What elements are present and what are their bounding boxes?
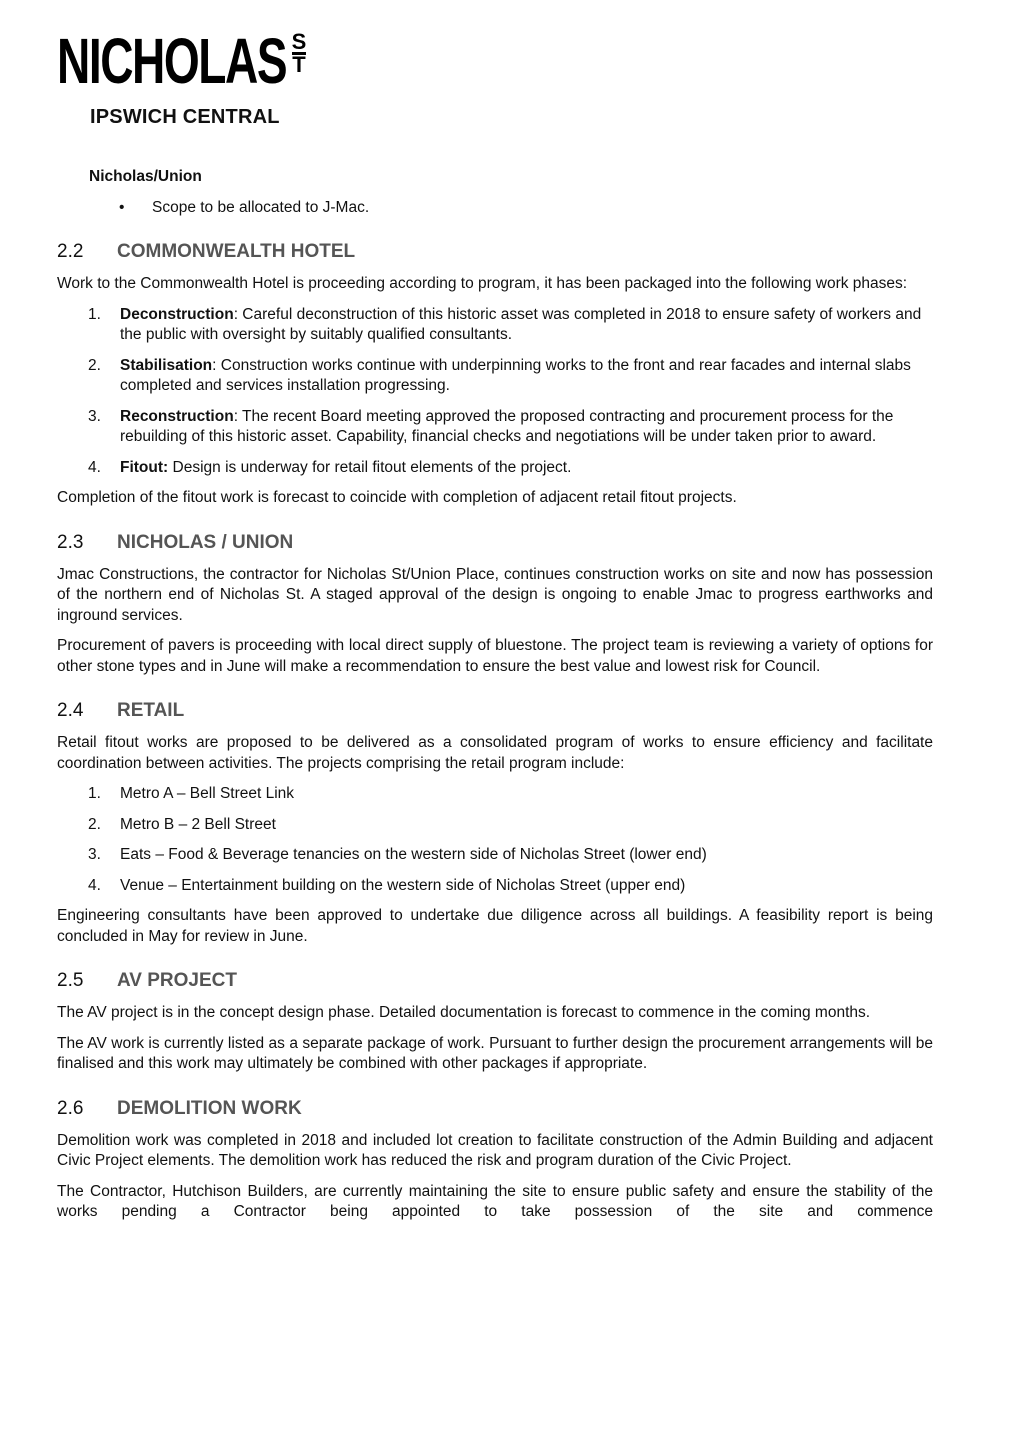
- document-body: [57, 165, 933, 1233]
- paragraph: Retail fitout works are proposed to be delivered as a consolidated program of works to ensure efficiency and facilitate coordination between activities. The projects comprising the retail program include:: [57, 734, 933, 772]
- list-item: 2. Stabilisation: Construction works continue with underpinning works to the front and rear facades and internal slabs completed and services installation progressing.: [88, 356, 911, 394]
- section-heading-2-5: 2.5 AV PROJECT: [57, 970, 238, 991]
- list-item: 1. Deconstruction: Careful deconstruction of this historic asset was completed in 2018 to ensure safety of workers and the public with oversight by suitably qualified consultants.: [88, 305, 922, 343]
- paragraph: Work to the Commonwealth Hotel is proceeding according to program, it has been packaged into the following work phases:: [57, 275, 908, 292]
- list-item: • Scope to be allocated to J-Mac.: [57, 198, 933, 219]
- list-item: 1. Metro A – Bell Street Link: [88, 785, 295, 802]
- paragraph: The AV work is currently listed as a separate package of work. Pursuant to further design the procurement arrangements will be finalised and this work may ultimately be combined with other packages if appropriate.: [57, 1034, 933, 1072]
- nicholas-st-logo: [57, 25, 375, 97]
- paragraph: Demolition work was completed in 2018 and included lot creation to facilitate construction of the Admin Building and adjacent Civic Project elements. The demolition work has reduced the risk and program duration of the Civic Project.: [57, 1131, 933, 1169]
- intro-subhead: Nicholas/Union: [89, 168, 202, 185]
- section-heading-2-6: 2.6 DEMOLITION WORK: [57, 1097, 302, 1119]
- phase-list: [57, 305, 933, 479]
- section-heading-2-2: 2.2 COMMONWEALTH HOTEL: [57, 241, 356, 262]
- list-item: 3. Eats – Food & Beverage tenancies on the western side of Nicholas Street (lower end): [88, 846, 707, 863]
- retail-project-list: [57, 784, 933, 896]
- bullet-icon: •: [119, 198, 125, 216]
- logo-wordmark: NICHOLAS: [57, 25, 287, 97]
- section-heading-2-4: 2.4 RETAIL: [57, 700, 185, 721]
- paragraph: Procurement of pavers is proceeding with local direct supply of bluestone. The project team is reviewing a variety of options for other stone types and in June will make a recommendation to ensure the best value and lowest risk for Council.: [57, 637, 933, 675]
- intro-bullet-list: [57, 198, 933, 219]
- paragraph: The AV project is in the concept design phase. Detailed documentation is forecast to commence in the coming months.: [57, 1004, 871, 1021]
- paragraph: Jmac Constructions, the contractor for Nicholas St/Union Place, continues construction works on site and now has possession of the northern end of Nicholas St. A staged approval of the design is ongoing to enable Jmac to progress earthworks and inground services.: [57, 565, 933, 624]
- logo-subtitle: IPSWICH CENTRAL: [90, 106, 280, 128]
- paragraph: Engineering consultants have been approved to undertake due diligence across all buildings. A feasibility report is being concluded in May for review in June.: [57, 907, 933, 945]
- paragraph: Completion of the fitout work is forecast to coincide with completion of adjacent retail fitout projects.: [57, 489, 737, 506]
- paragraph: The Contractor, Hutchison Builders, are currently maintaining the site to ensure public safety and ensure the stability of the works pending a Contractor being appointed to take possession of the site and commence: [57, 1182, 933, 1220]
- section-heading-2-3: 2.3 NICHOLAS / UNION: [57, 531, 294, 553]
- list-item: 3. Reconstruction: The recent Board meeting approved the proposed contracting and procurement process for the rebuilding of this historic asset. Capability, financial checks and negotiations will be under taken prior to award.: [88, 407, 894, 445]
- logo-st-mark: S T: [291, 29, 307, 77]
- list-item: 2. Metro B – 2 Bell Street: [88, 815, 276, 833]
- list-item: 4. Venue – Entertainment building on the western side of Nicholas Street (upper end): [88, 876, 686, 894]
- list-item: 4. Fitout: Design is underway for retail fitout elements of the project.: [88, 458, 572, 476]
